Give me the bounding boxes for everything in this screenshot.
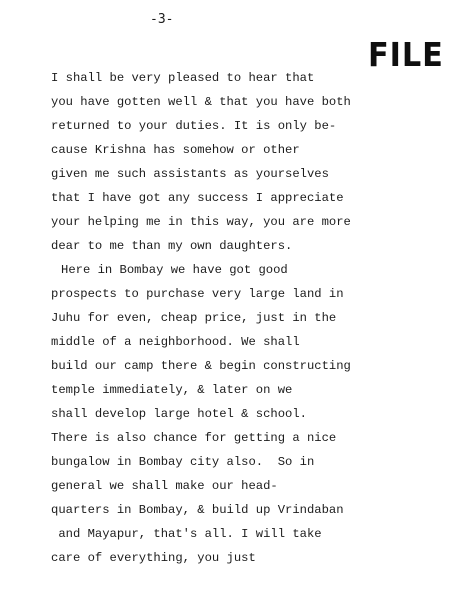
text-line: care of everything, you just (51, 551, 256, 565)
text-line: dear to me than my own daughters. (51, 239, 293, 253)
text-line: shall develop large hotel & school. (51, 407, 307, 421)
text-line: given me such assistants as yourselves (51, 167, 329, 181)
text-line: temple immediately, & later on we (51, 383, 293, 397)
text-line: that I have got any success I appreciate (51, 191, 344, 205)
text-line: Here in Bombay we have got good (61, 263, 288, 277)
text-line: There is also chance for getting a nice (51, 431, 337, 445)
text-line: you have gotten well & that you have both (51, 95, 351, 109)
page-number: -3- (150, 12, 174, 27)
text-line: I shall be very pleased to hear that (51, 71, 315, 85)
text-line: and Mayapur, that's all. I will take (51, 527, 322, 541)
text-line: prospects to purchase very large land in (51, 287, 344, 301)
text-line: your helping me in this way, you are more (51, 215, 351, 229)
text-line: quarters in Bombay, & build up Vrindaban (51, 503, 344, 517)
text-line: returned to your duties. It is only be- (51, 119, 337, 133)
text-line: Juhu for even, cheap price, just in the (51, 311, 337, 325)
text-line: cause Krishna has somehow or other (51, 143, 300, 157)
file-stamp: FILE (368, 35, 444, 74)
text-line: build our camp there & begin constructing (51, 359, 351, 373)
text-line: general we shall make our head- (51, 479, 278, 493)
letter-body (51, 66, 456, 570)
text-line: middle of a neighborhood. We shall (51, 335, 300, 349)
text-line: bungalow in Bombay city also. So in (51, 455, 315, 469)
